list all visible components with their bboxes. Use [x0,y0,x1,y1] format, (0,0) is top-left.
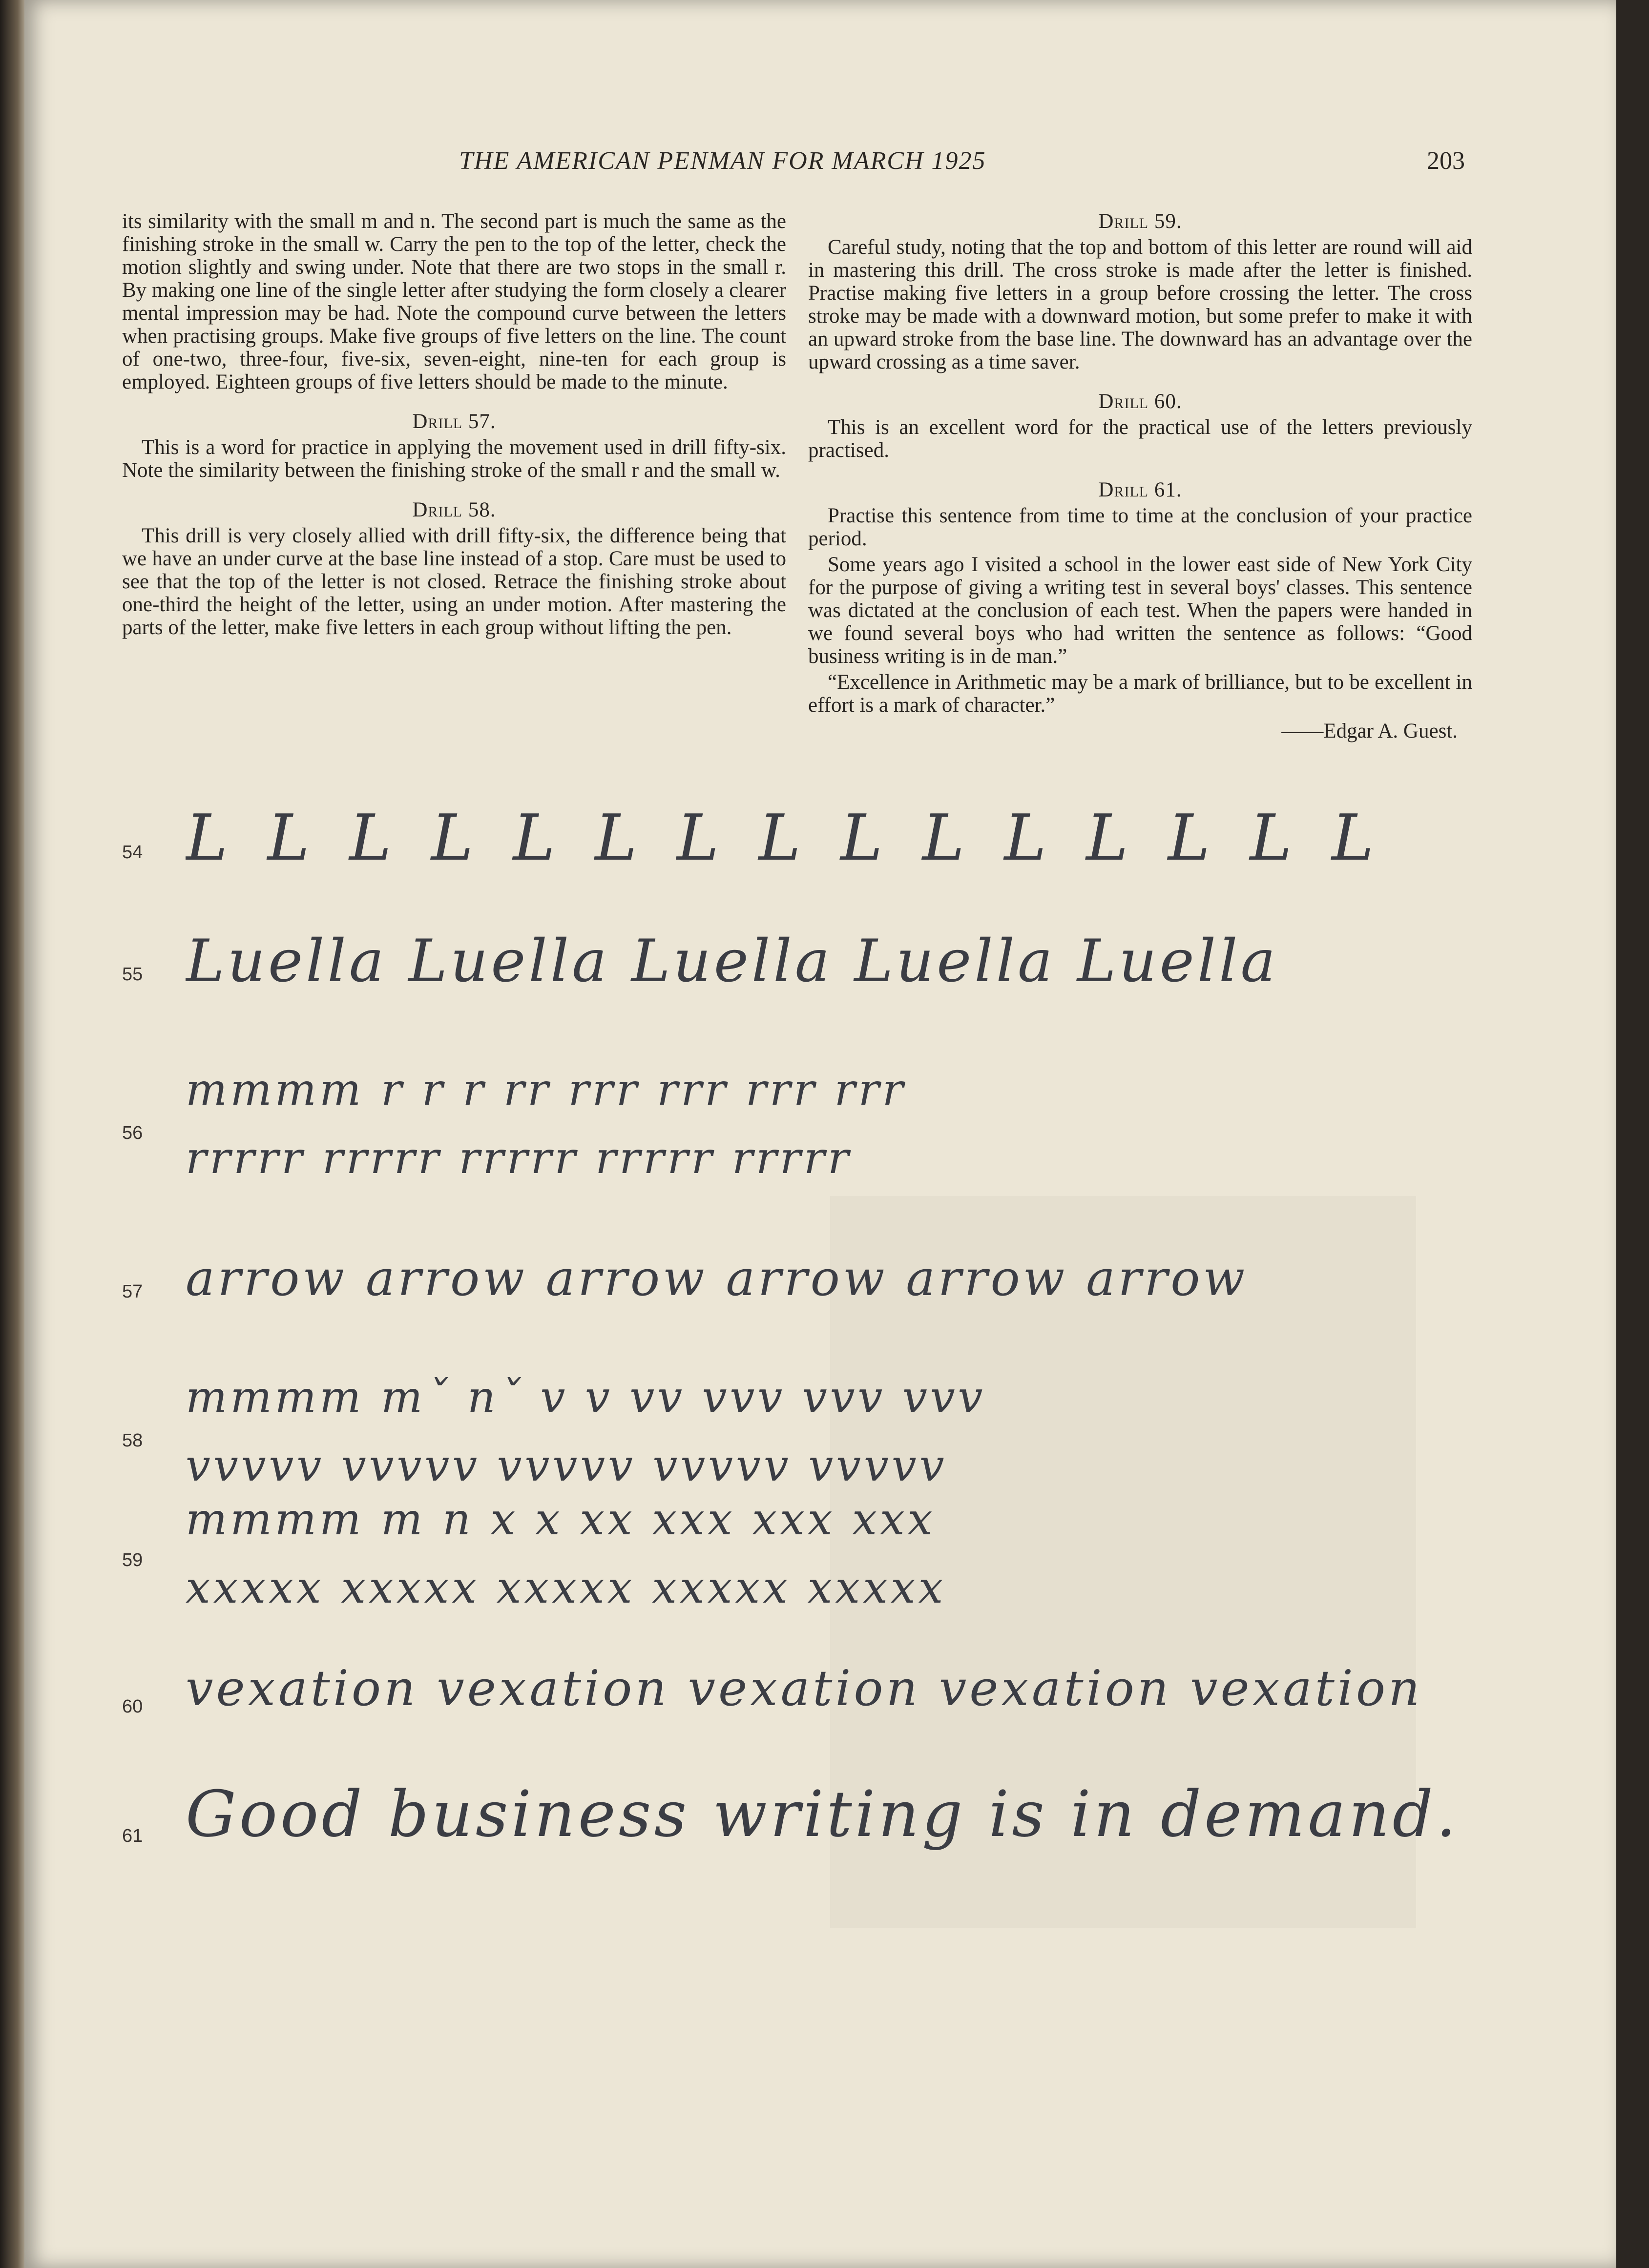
drill-60-heading: Drill 60. [1098,390,1182,413]
drill-59-text: Careful study, noting that the top and bottom of this letter are round will aid in mastering this drill. The cross stroke is made after the letter is finished. Practise making five letters in a group before crossing the letter. The cross stroke may be made with a downward motion, but some prefer to make it with an upward stroke from the base line. The downward has an advantage over the upward crossing as a time saver. [808,236,1472,373]
quote-paragraph: “Excellence in Arithmetic may be a mark of brilliance, but to be excellent in effort is a mark of character.” [808,671,1472,717]
page-number: 203 [1427,147,1465,175]
drill-58-heading: Drill 58. [412,498,496,521]
drill-59-heading: Drill 59. [1098,210,1182,233]
quote-attribution: ——Edgar A. Guest. [1281,720,1458,742]
drill-59-script-line1: mmmm m n x x xx xxx xxx xxx [186,1494,936,1545]
drill-number: 59 [122,1550,143,1570]
drill-number: 56 [122,1123,143,1143]
drill-number: 54 [122,842,143,863]
drill-56-script-line1: mmmm r r r rr rrr rrr rrr rrr [186,1064,906,1115]
drill-59-script-line2: xxxxx xxxxx xxxxx xxxxx xxxxx [186,1562,946,1613]
drill-60-script: vexation vexation vexation vexation vexation [186,1660,1423,1717]
drill-61-script: Good business writing is in demand. [186,1777,1460,1851]
drill-58-script-line1: mmmm mˇ nˇ v v vv vvv vvv vvv [186,1372,986,1423]
drill-60-text: This is an excellent word for the practical use of the letters previously practised. [808,416,1472,462]
drill-57-text: This is a word for practice in applying the movement used in drill fifty-six. Note the similarity between the finishing stroke of the small r and the small w. [122,436,786,482]
drill-58-script-line2: vvvvv vvvvv vvvvv vvvvv vvvvv [186,1440,947,1491]
drill-56-script-line2: rrrrr rrrrr rrrrr rrrrr rrrrr [186,1133,852,1184]
drill-number: 61 [122,1826,143,1846]
right-text-column [808,210,1472,745]
running-header [439,146,1465,186]
header-title: THE AMERICAN PENMAN FOR MARCH 1925 [459,147,986,175]
drill-number: 60 [122,1696,143,1717]
left-text-column [122,210,786,642]
drill-61-heading: Drill 61. [1098,478,1182,501]
drill-54-script: L L L L L L L L L L L L L L L [186,801,1384,875]
drill-number: 58 [122,1430,143,1451]
drill-number: 55 [122,964,143,985]
anecdote-paragraph: Some years ago I visited a school in the lower east side of New York City for the purpose of giving a writing test in several boys' classes. This sentence was dictated at the conclusion of each test. When the papers were handed in we found several boys who had written the sentence as follows: “Good business writing is in de man.” [808,553,1472,668]
intro-paragraph: its similarity with the small m and n. The second part is much the same as the finishing stroke in the small w. Carry the pen to the top of the letter, check the motion slightly and swing under. Note that there are two stops in the small r. By making one line of the single letter after studying the form closely a clearer mental impression may be had. Note the compound curve between the letters when practising groups. Make five groups of five letters on the line. The count of one-two, three-four, five-six, seven-eight, nine-ten for each group is employed. Eighteen groups of five letters should be made to the minute. [122,210,786,393]
drill-57-script: arrow arrow arrow arrow arrow arrow [186,1250,1248,1307]
drill-57-heading: Drill 57. [412,410,496,433]
drill-number: 57 [122,1281,143,1302]
drill-61-text: Practise this sentence from time to time at the conclusion of your practice period. [808,504,1472,550]
drill-58-text: This drill is very closely allied with drill fifty-six, the difference being that we have an under curve at the base line instead of a stop. Care must be used to see that the top of the letter is not closed. Retrace the finishing stroke about one-third the height of the letter, using an under motion. After mastering the parts of the letter, make five letters in each group without lifting the pen. [122,524,786,639]
drill-55-script: Luella Luella Luella Luella Luella [186,928,1279,995]
